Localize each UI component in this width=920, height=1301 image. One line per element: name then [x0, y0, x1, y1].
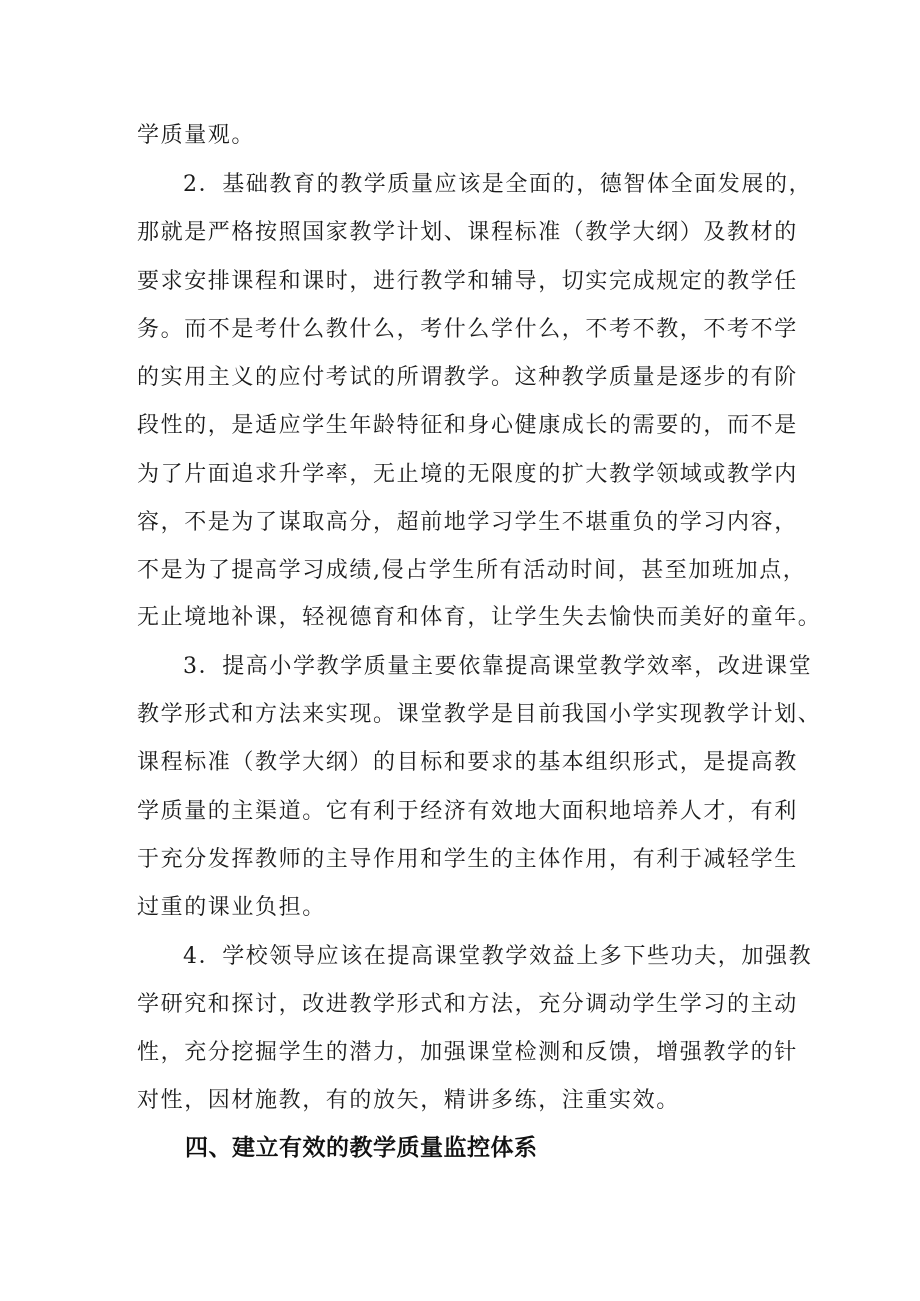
paragraph-line: 2．基础教育的教学质量应该是全面的，德智体全面发展的， — [183, 172, 813, 197]
paragraph-line: 务。而不是考什么教什么，考什么学什么，不考不教，不考不学 — [137, 317, 798, 342]
paragraph-line: 4．学校领导应该在提高课堂教学效益上多下些功夫，加强教 — [183, 944, 813, 969]
paragraph-line: 性，充分挖掘学生的潜力，加强课堂检测和反馈，增强教学的针 — [137, 1040, 798, 1065]
paragraph-line: 学质量的主渠道。它有利于经济有效地大面积地培养人才，有利 — [137, 799, 798, 824]
paragraph-line: 课程标准（教学大纲）的目标和要求的基本组织形式，是提高教 — [137, 750, 798, 775]
paragraph-line: 容，不是为了谋取高分，超前地学习学生不堪重负的学习内容， — [137, 510, 798, 535]
paragraph-line: 段性的，是适应学生年龄特征和身心健康成长的需要的，而不是 — [137, 413, 798, 438]
paragraph-line: 学研究和探讨，改进教学形式和方法，充分调动学生学习的主动 — [137, 992, 798, 1017]
paragraph-line: 于充分发挥教师的主导作用和学生的主体作用，有利于减轻学生 — [137, 847, 798, 872]
paragraph-line: 对性，因材施教，有的放矢，精讲多练，注重实效。 — [137, 1088, 680, 1113]
paragraph-line: 不是为了提高学习成绩,侵占学生所有活动时间，甚至加班加点， — [137, 558, 807, 583]
paragraph-line: 的实用主义的应付考试的所谓教学。这种教学质量是逐步的有阶 — [137, 365, 798, 390]
paragraph-line: 为了片面追求升学率，无止境的无限度的扩大教学领域或教学内 — [137, 462, 798, 487]
paragraph-line: 要求安排课程和课时，进行教学和辅导，切实完成规定的教学任 — [137, 269, 798, 294]
paragraph-line: 学质量观。 — [137, 123, 256, 148]
paragraph-line: 教学形式和方法来实现。课堂教学是目前我国小学实现教学计划、 — [137, 702, 822, 727]
section-heading: 四、建立有效的教学质量监控体系 — [185, 1135, 538, 1161]
paragraph-line: 那就是严格按照国家教学计划、课程标准（教学大纲）及教材的 — [137, 220, 798, 245]
paragraph-line: 过重的课业负担。 — [137, 895, 326, 920]
paragraph-line: 无止境地补课，轻视德育和体育，让学生失去愉快而美好的童年。 — [137, 605, 822, 630]
paragraph-line: 3．提高小学教学质量主要依靠提高课堂教学效率，改进课堂 — [183, 654, 813, 679]
